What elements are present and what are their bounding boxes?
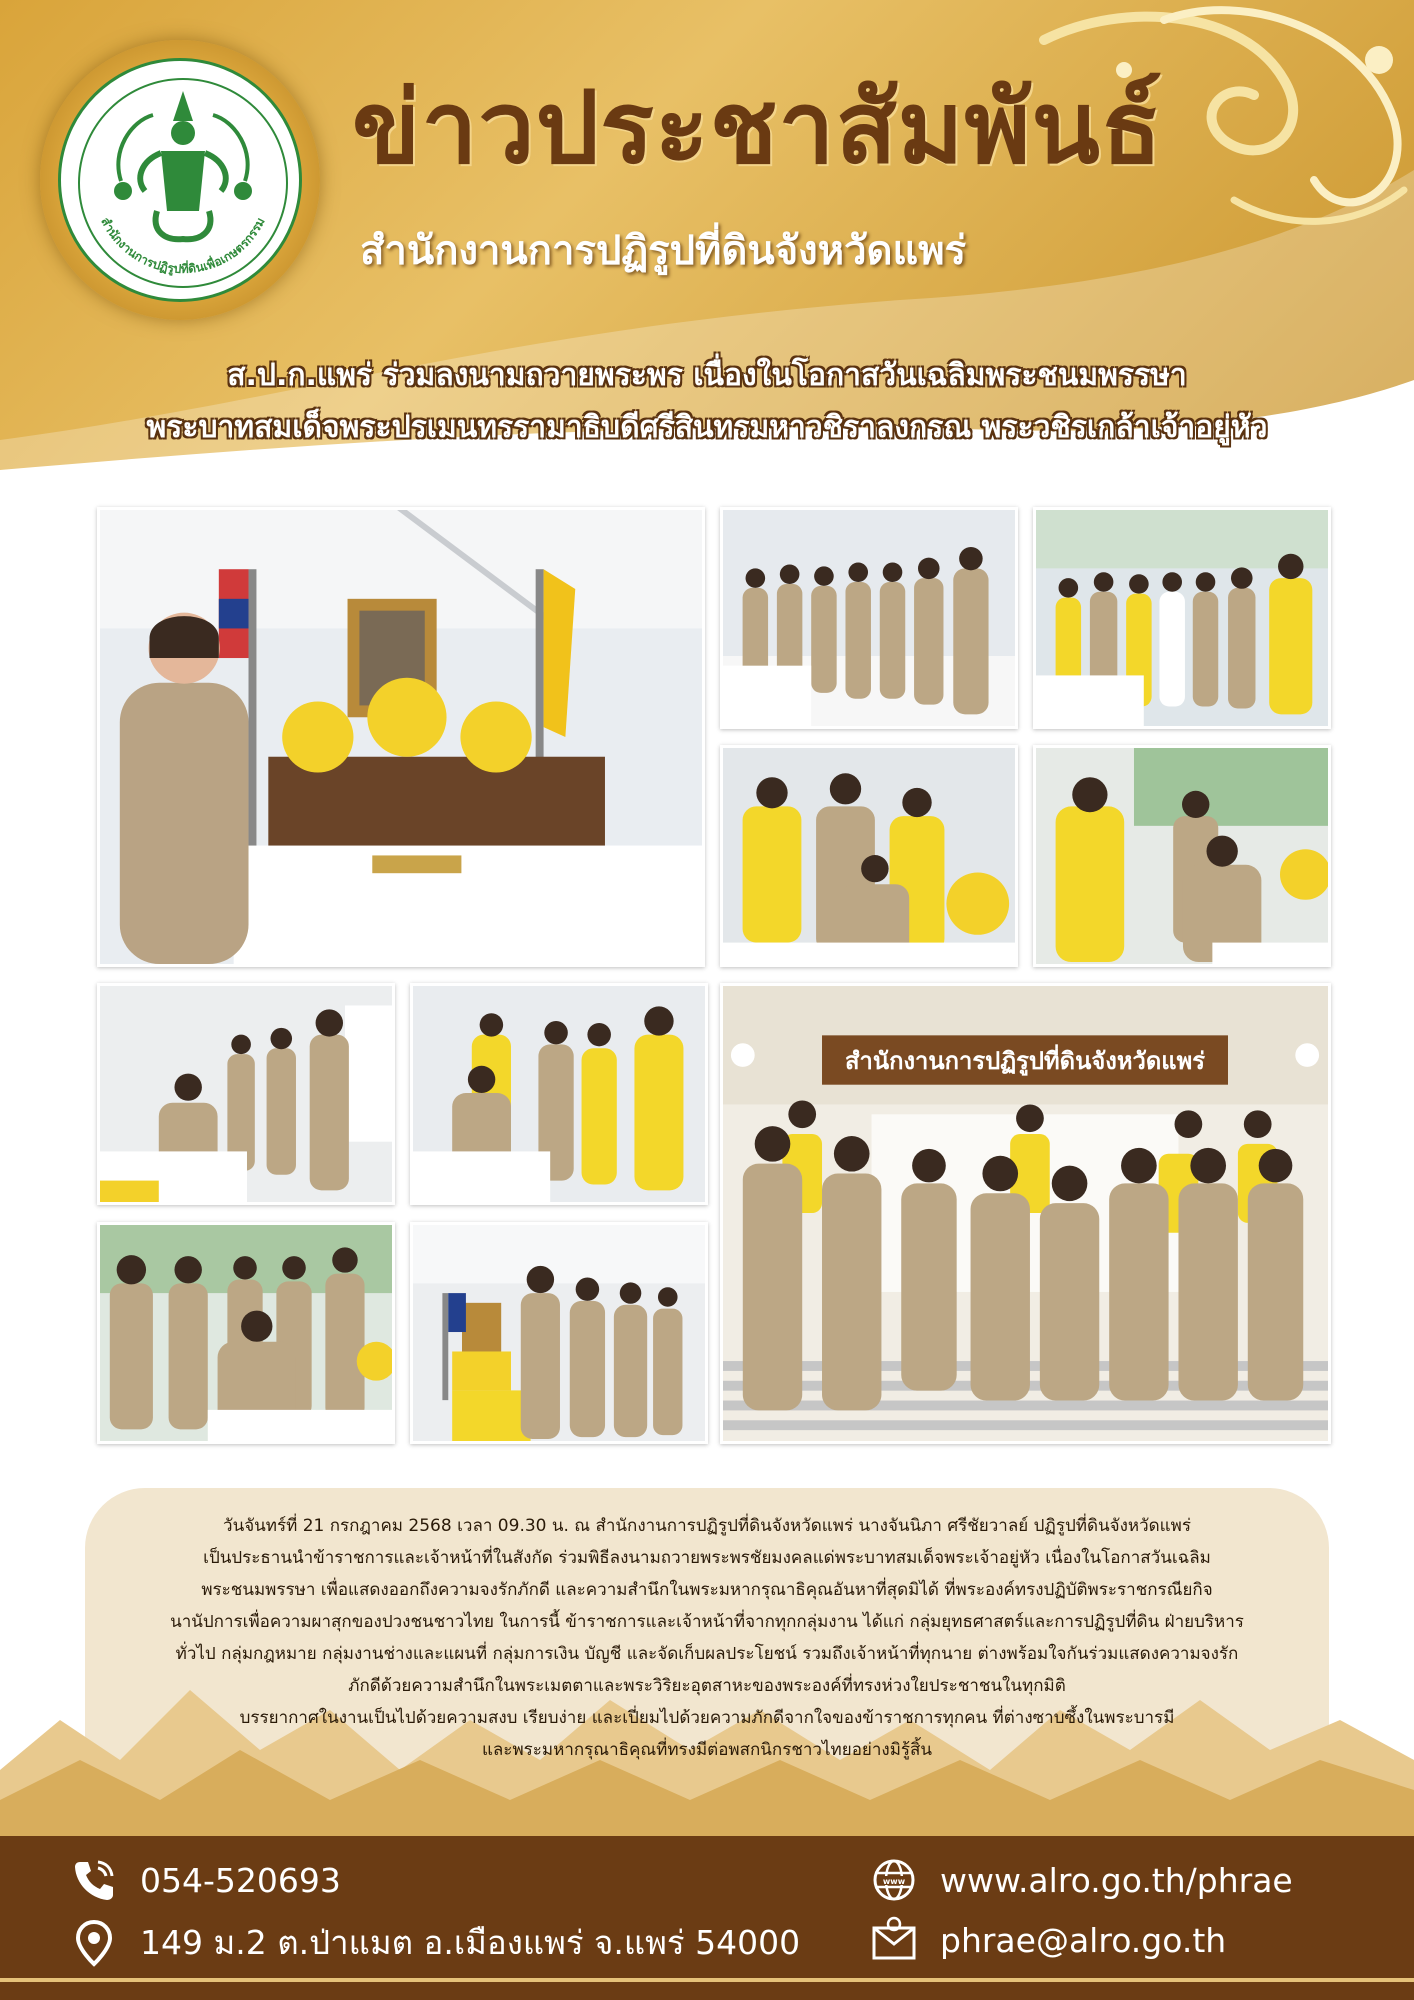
website-link[interactable]: www.alro.go.th/phrae [940,1860,1293,1900]
footer-website [870,1856,1293,1904]
footer-email [870,1916,1226,1964]
email-link[interactable]: phrae@alro.go.th [940,1920,1227,1960]
svg-text:สำนักงานการปฏิรูปที่ดินเพื่อเก: สำนักงานการปฏิรูปที่ดินเพื่อเกษตรกรรม [98,215,268,277]
photo-director-at-altar [97,507,705,967]
photo-lady-signing-book [1033,745,1331,967]
footer-stripe [0,1978,1414,1982]
phone-number[interactable]: 054-520693 [140,1860,341,1900]
contact-footer [0,1836,1414,2000]
body-line: เป็นประธานนำข้าราชการและเจ้าหน้าที่ในสังกัด ร่วมพิธีลงนามถวายพระพรชัยมงคลแด่พระบาทสมเด็จพระเจ้าอยู่หัว เนื่องในโอกาสวันเฉลิม [203,1548,1211,1568]
photo-mixed-staff-signing [410,983,708,1205]
photo-group-watching-signing [97,983,395,1205]
photo-staff-signing-2 [1033,507,1331,729]
body-line: บรรยากาศในงานเป็นไปด้วยความสงบ เรียบง่าย และเปี่ยมไปด้วยความภักดีจากใจของข้าราชการทุกคน ที่ต่างซาบซึ้งในพระบารมี [239,1708,1175,1728]
building-sign-text: สำนักงานการปฏิรูปที่ดินจังหวัดแพร่ [844,1046,1206,1075]
phone-icon [70,1856,118,1904]
body-line: วันจันทร์ที่ 21 กรกฎาคม 2568 เวลา 09.30 น. ณ สำนักงานการปฏิรูปที่ดินจังหวัดแพร่ นางจันนิภา ศรีชัยวาลย์ ปฏิรูปที่ดินจังหวัดแพร่ [223,1516,1191,1536]
headline-line-1: ส.ป.ก.แพร่ ร่วมลงนามถวายพระพร เนื่องในโอกาสวันเฉลิมพระชนมพรรษา [227,358,1187,393]
body-line: ทั่วไป กลุ่มกฎหมาย กลุ่มงานช่างและแผนที่ กลุ่มการเงิน บัญชี และจัดเก็บผลประโยชน์ รวมถึงเจ้าหน้าที่ทุกนาย ต่างพร้อมใจกันร่วมแสดงความจงรัก [175,1644,1239,1664]
page-title: ข่าวประชาสัมพันธ์ [352,68,1163,186]
address-text: 149 ม.2 ต.ป่าแมต อ.เมืองแพร่ จ.แพร่ 54000 [140,1923,801,1962]
footer-phone [70,1856,341,1904]
photo-yellow-shirts-signing [720,745,1018,967]
body-line: และพระมหากรุณาธิคุณที่ทรงมีต่อพสกนิกรชาวไทยอย่างมิรู้สิ้น [481,1740,933,1760]
office-subtitle: สำนักงานการปฏิรูปที่ดินจังหวัดแพร่ [360,228,967,274]
svg-text:www: www [882,1877,906,1886]
location-pin-icon [70,1919,118,1967]
photo-group-in-front-of-office [720,983,1331,1444]
email-icon [870,1916,918,1964]
body-line: ภักดีด้วยความสำนึกในพระเมตตาและพระวิริยะอุตสาหะของพระองค์ที่ทรงห่วงใยประชาชนในทุกมิติ [348,1676,1066,1696]
headline-line-2: พระบาทสมเด็จพระปรเมนทรรามาธิบดีศรีสินทรมหาวชิราลงกรณ พระวชิรเกล้าเจ้าอยู่หัว [146,410,1268,445]
news-body [120,1510,1294,1766]
photo-women-signing [97,1222,395,1444]
seal-emblem-icon [61,61,305,305]
photo-queue-at-altar [410,1222,708,1444]
globe-icon [870,1856,918,1904]
body-line: พระชนมพรรษา เพื่อแสดงออกถึงความจงรักภักดี และความสำนึกในพระมหากรุณาธิคุณอันหาที่สุดมิได้ ที่พระองค์ทรงปฏิบัติพระราชกรณียกิจ [201,1580,1213,1600]
alro-seal-logo [40,40,320,320]
body-line: นานัปการเพื่อความผาสุกของปวงชนชาวไทย ในการนี้ ข้าราชการและเจ้าหน้าที่จากทุกกลุ่มงาน ได้แก่ กลุ่มยุทธศาสตร์และการปฏิรูปที่ดิน ฝ่ายบริหาร [170,1612,1244,1632]
footer-address [70,1916,800,1969]
photo-staff-signing-1 [720,507,1018,729]
